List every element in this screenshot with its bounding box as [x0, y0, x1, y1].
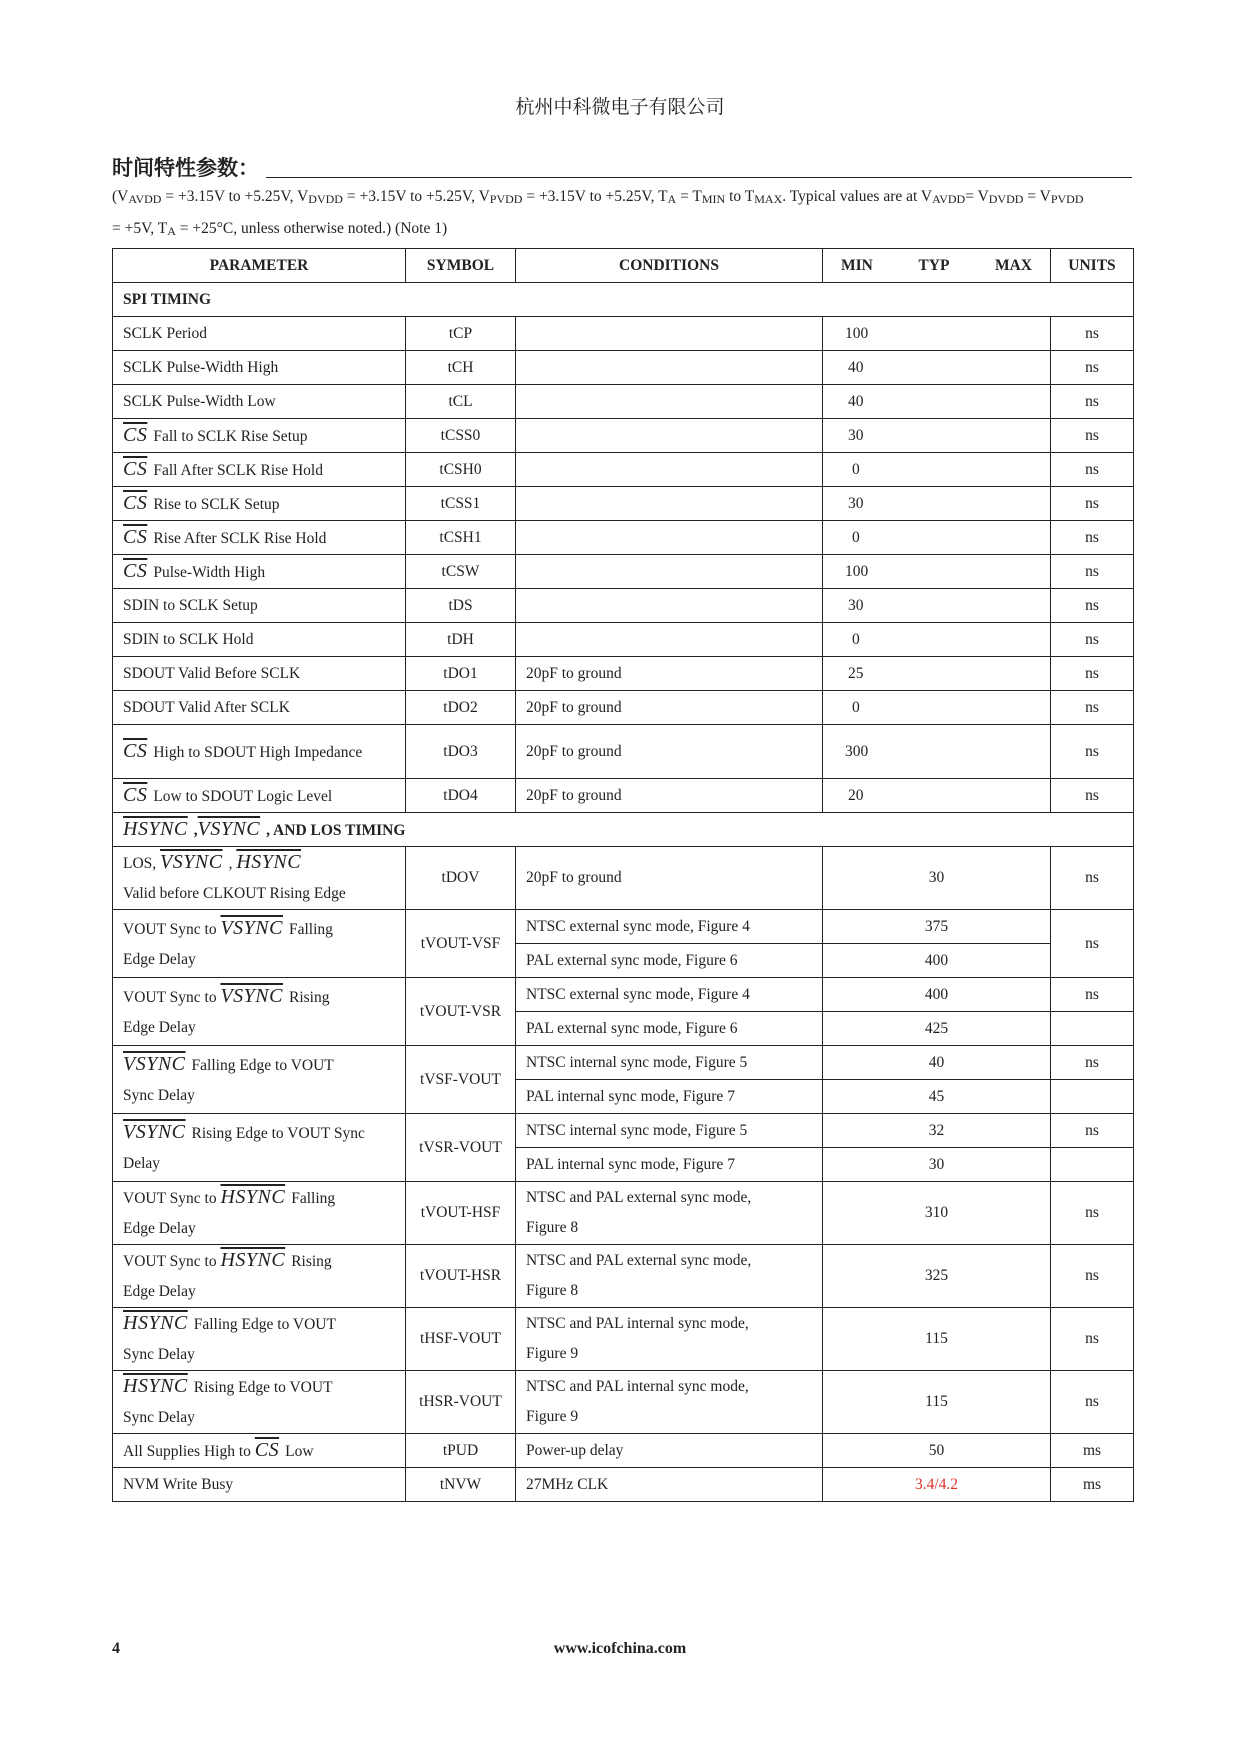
- table-row: SCLK Pulse-Width High tCH 40 ns: [113, 351, 1134, 385]
- cs-signal: $\overline{CS}$: [254, 1439, 280, 1461]
- col-typ: TYP: [918, 256, 950, 274]
- vsync-signal: VSYNC: [123, 1120, 186, 1143]
- table-row: SCLK Period tCP 100 ns: [113, 317, 1134, 351]
- vsync-signal: VSYNC: [123, 1052, 186, 1075]
- hsync-signal: HSYNC: [123, 818, 188, 840]
- hsync-signal: HSYNC: [123, 1375, 188, 1397]
- footer-url: www.icofchina.com: [553, 1640, 687, 1657]
- group-title-spi: SPI TIMING: [113, 283, 1134, 317]
- cs-signal: $\overline{CS}$: [123, 492, 148, 514]
- hsync-signal: HSYNC: [123, 1312, 188, 1334]
- cs-signal: $\overline{CS}$: [123, 740, 148, 762]
- conditions-line-2: = +5V, $T_A = +25^\circ C$, unless otherwise noted.) (Note 1): [112, 220, 448, 238]
- table-row: PAL internal sync mode, Figure 7 30: [113, 1148, 1134, 1182]
- col-conditions: CONDITIONS: [516, 249, 823, 283]
- table-row: SDOUT Valid Before SCLK tDO1 20pF to ground 25 ns: [113, 657, 1134, 691]
- vsync-signal: VSYNC: [220, 984, 283, 1007]
- cs-signal: $\overline{CS}$: [123, 560, 148, 582]
- col-max: MAX: [994, 256, 1032, 274]
- cs-signal: $\overline{CS}$: [123, 784, 148, 806]
- table-row: $\overline{CS}$ Rise After SCLK Rise Hold tCSH1 0 ns: [113, 521, 1134, 555]
- col-min: MIN: [841, 256, 873, 274]
- vsync-signal: VSYNC: [160, 851, 223, 873]
- table-row: All Supplies High to $\overline{CS}$ Low tPUD Power-up delay 50 ms: [113, 1434, 1134, 1468]
- nvm-typ-value: 3.4/4.2: [823, 1468, 1051, 1502]
- table-row: $\overline{CS}$ High to SDOUT High Impedance tDO3 20pF to ground 300 ns: [113, 725, 1134, 779]
- cs-signal: $\overline{CS}$: [123, 458, 148, 480]
- hsync-signal: HSYNC: [220, 1249, 286, 1271]
- section-title: 时间特性参数：: [112, 156, 259, 180]
- table-row: HSYNC Falling Edge to VOUT Sync Delay tHSF-VOUT NTSC and PAL internal sync mode, Figure 9 115 ns: [113, 1308, 1134, 1371]
- conditions-line-1: ($V_{AVDD} = +3.15V$ to +5.25V, $V_{DVDD} = +3.15V$ to +5.25V, $V_{PVDD} = +3.15V$ to +5.25V, $T_A = T_{MIN}$ to $T_{MAX}$. Typical values are at $V_{AVDD}= V_{DVDD} = V_{PVDD}$: [112, 188, 1084, 206]
- cs-signal: $\overline{CS}$: [123, 526, 148, 548]
- group-row-spi: [113, 283, 1134, 317]
- page-header-company: 杭州中科微电子有限公司: [515, 96, 725, 118]
- col-min-typ-max: [823, 249, 1051, 283]
- table-row: NVM Write Busy tNVW 27MHz CLK 3.4/4.2 ms: [113, 1468, 1134, 1502]
- table-row: SDIN to SCLK Setup tDS 30 ns: [113, 589, 1134, 623]
- section-heading: [112, 152, 1132, 180]
- table-row: PAL internal sync mode, Figure 7 45: [113, 1080, 1134, 1114]
- table-row: VSYNC Rising Edge to VOUT Sync Delay tVSR-VOUT NTSC internal sync mode, Figure 5 32 ns: [113, 1114, 1134, 1148]
- vsync-signal: VSYNC: [220, 916, 283, 939]
- table-row: SDIN to SCLK Hold tDH 0 ns: [113, 623, 1134, 657]
- table-row: $\overline{CS}$ Rise to SCLK Setup tCSS1 30 ns: [113, 487, 1134, 521]
- table-row: VOUT Sync to HSYNC Falling Edge Delay tVOUT-HSF NTSC and PAL external sync mode, Figure 8 310 ns: [113, 1182, 1134, 1245]
- table-row: $\overline{CS}$ Low to SDOUT Logic Level tDO4 20pF to ground 20 ns: [113, 779, 1134, 813]
- col-parameter: PARAMETER: [113, 249, 406, 283]
- cs-signal: $\overline{CS}$: [123, 424, 148, 446]
- table-row: VOUT Sync to VSYNC Rising Edge Delay tVOUT-VSR NTSC external sync mode, Figure 4 400 ns: [113, 978, 1134, 1012]
- hsync-signal: HSYNC: [220, 1186, 286, 1208]
- col-units: UNITS: [1051, 249, 1134, 283]
- table-row: HSYNC Rising Edge to VOUT Sync Delay tHSR-VOUT NTSC and PAL internal sync mode, Figure 9 115 ns: [113, 1371, 1134, 1434]
- timing-table: [112, 248, 1134, 1502]
- table-row: LOS, VSYNC , HSYNC Valid before CLKOUT Rising Edge tDOV 20pF to ground 30 ns: [113, 847, 1134, 910]
- table-row: $\overline{CS}$ Fall to SCLK Rise Setup tCSS0 30 ns: [113, 419, 1134, 453]
- page-number: 4: [112, 1640, 120, 1657]
- vsync-signal: VSYNC: [197, 818, 261, 840]
- section-underline: [266, 177, 1132, 178]
- table-row: SDOUT Valid After SCLK tDO2 20pF to ground 0 ns: [113, 691, 1134, 725]
- table-row: VSYNC Falling Edge to VOUT Sync Delay tVSF-VOUT NTSC internal sync mode, Figure 5 40 ns: [113, 1046, 1134, 1080]
- hsync-signal: HSYNC: [236, 851, 302, 873]
- table-row: SCLK Pulse-Width Low tCL 40 ns: [113, 385, 1134, 419]
- table-row: VOUT Sync to HSYNC Rising Edge Delay tVOUT-HSR NTSC and PAL external sync mode, Figure 8 325 ns: [113, 1245, 1134, 1308]
- table-row: VOUT Sync to VSYNC Falling Edge Delay tVOUT-VSF NTSC external sync mode, Figure 4 375 ns: [113, 910, 1134, 944]
- table-row: $\overline{CS}$ Fall After SCLK Rise Hold tCSH0 0 ns: [113, 453, 1134, 487]
- table-row: PAL external sync mode, Figure 6 425: [113, 1012, 1134, 1046]
- table-header-row: [113, 249, 1134, 283]
- table-row: PAL external sync mode, Figure 6 400: [113, 944, 1134, 978]
- table-row: $\overline{CS}$ Pulse-Width High tCSW 100 ns: [113, 555, 1134, 589]
- col-symbol: SYMBOL: [406, 249, 516, 283]
- group-row-sync: HSYNC ,VSYNC , AND LOS TIMING: [113, 813, 1134, 847]
